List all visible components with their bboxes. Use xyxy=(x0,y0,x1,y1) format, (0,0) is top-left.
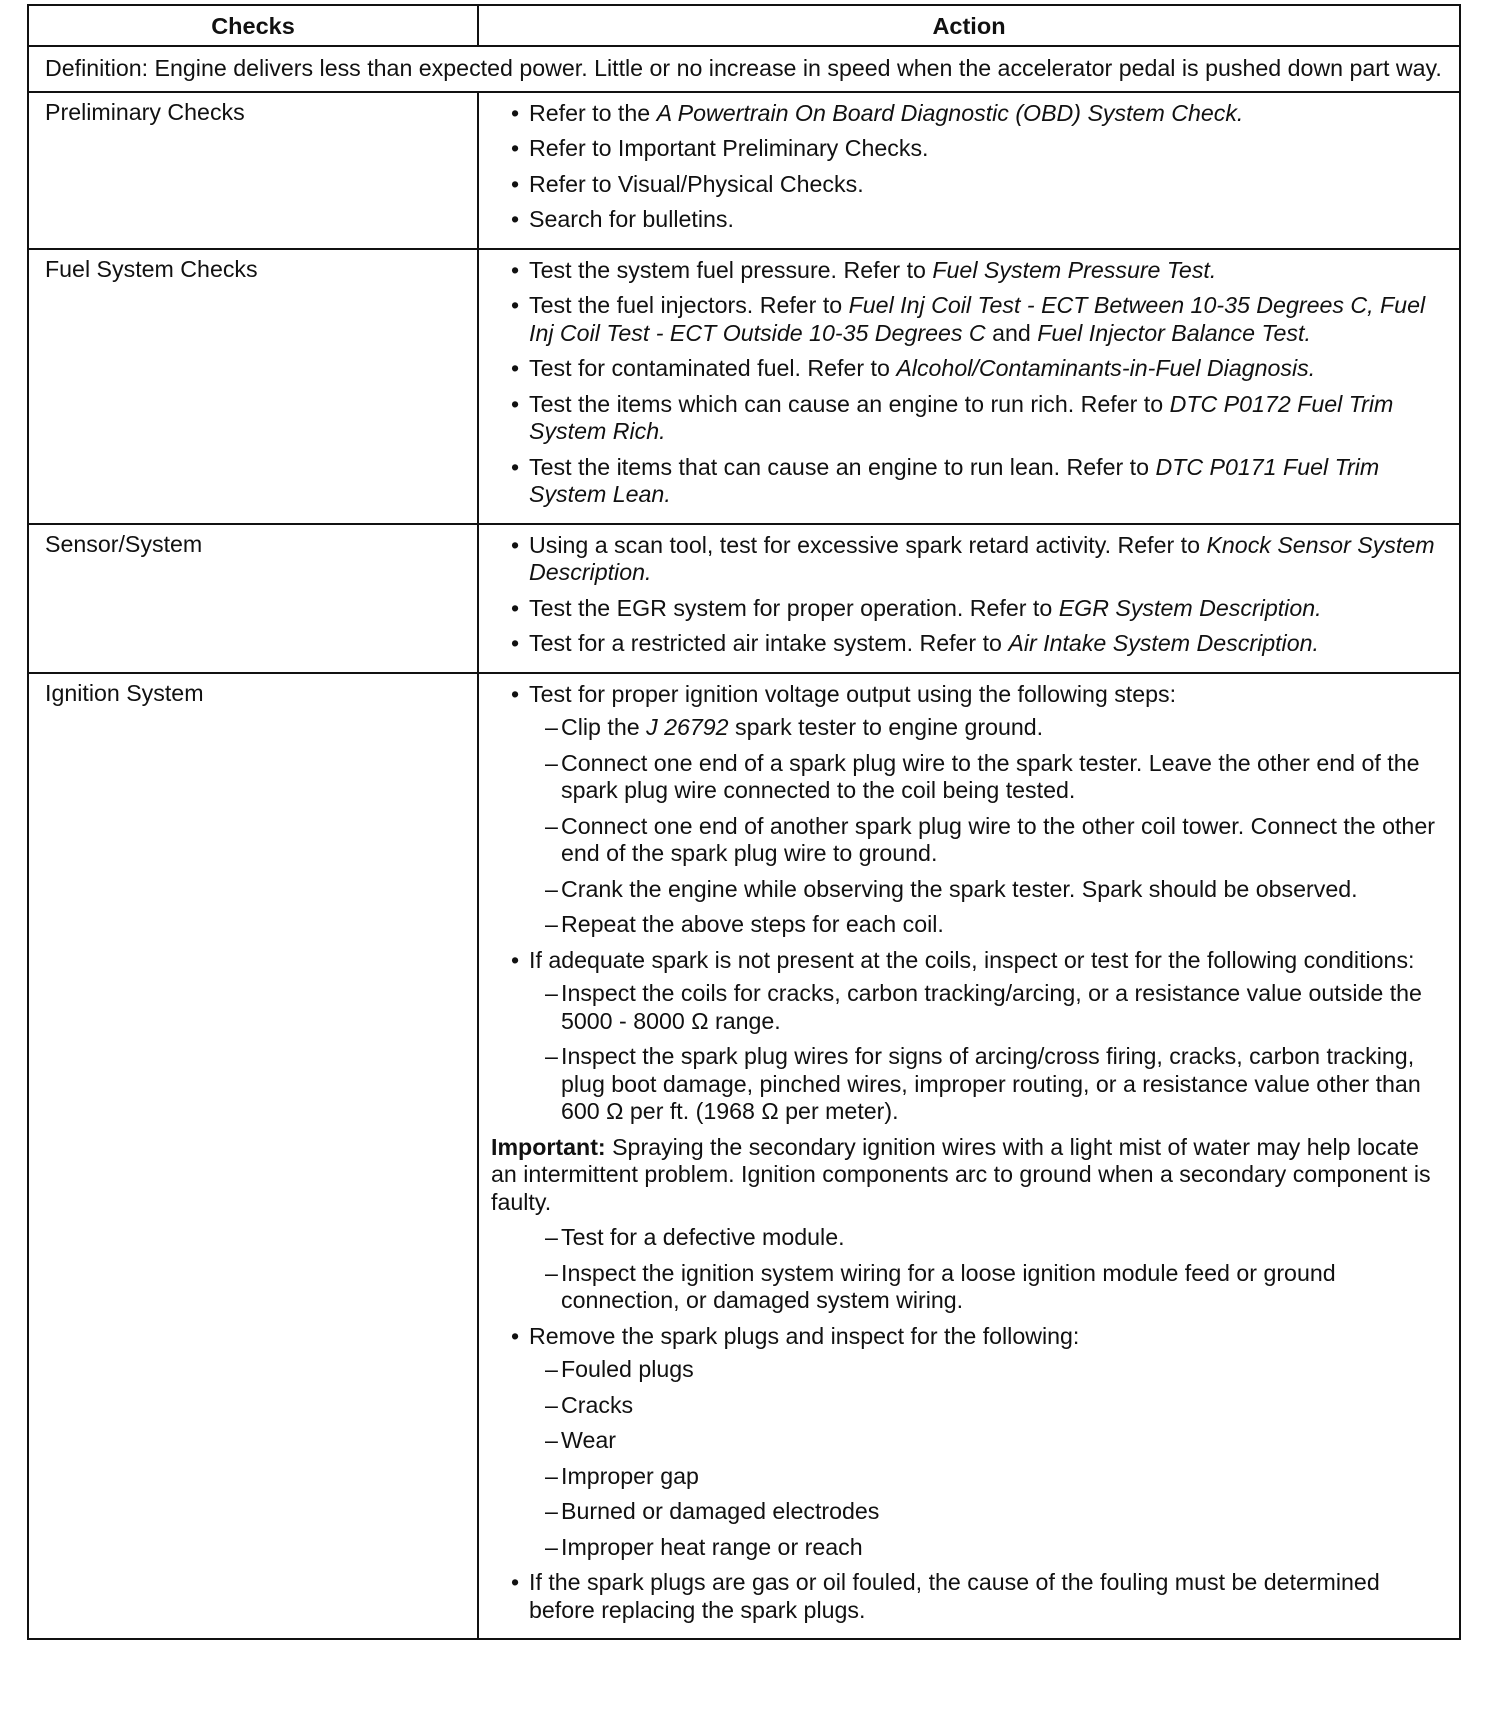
table-row-sensor-system xyxy=(28,524,1460,673)
list-item: • Refer to Visual/Physical Checks. xyxy=(491,171,1451,199)
reference-link: DTC P0172 Fuel Trim System Rich. xyxy=(529,390,1394,444)
list-item: – Burned or damaged electrodes xyxy=(529,1498,1451,1526)
table-row-preliminary-checks xyxy=(28,92,1460,249)
action-text: Test the system fuel pressure. Refer to xyxy=(529,256,933,283)
reference-link: Fuel System Pressure Test. xyxy=(932,256,1217,283)
list-item: – Connect one end of another spark plug wire to the other coil tower. Connect the other end of the spark plug wire to ground. xyxy=(529,813,1451,868)
list-item xyxy=(491,100,1451,128)
list-item xyxy=(491,257,1451,285)
bullet-list xyxy=(491,100,1451,234)
list-item: – Test for a defective module. xyxy=(529,1224,1451,1252)
list-item: – Connect one end of a spark plug wire to the spark tester. Leave the other end of the spark plug wire connected to the coil being tested. xyxy=(529,750,1451,805)
list-item xyxy=(491,1323,1451,1562)
bullet-list xyxy=(491,681,1451,1126)
list-item xyxy=(491,947,1451,1126)
reference-link: Knock Sensor System Description. xyxy=(529,531,1435,585)
tool-reference: J 26792 xyxy=(646,714,729,740)
action-text: Remove the spark plugs and inspect for the following: xyxy=(529,1322,1080,1349)
important-label: Important: xyxy=(491,1133,606,1160)
list-item: • If the spark plugs are gas or oil fouled, the cause of the fouling must be determined before replacing the spark plugs. xyxy=(491,1569,1451,1624)
reference-link: Alcohol/Contaminants-in-Fuel Diagnosis. xyxy=(896,355,1316,381)
actions-sensor-system xyxy=(478,524,1460,673)
dash-list xyxy=(529,1224,1451,1315)
reference-link: Air Intake System Description. xyxy=(1008,630,1319,656)
action-text: Test the items which can cause an engine to run rich. Refer to xyxy=(529,390,1170,417)
important-text: Spraying the secondary ignition wires with a light mist of water may help locate an intermittent problem. Ignition components arc to ground when a secondary component is faulty. xyxy=(491,1133,1431,1215)
important-note xyxy=(491,1134,1451,1217)
list-item: • Refer to Important Preliminary Checks. xyxy=(491,135,1451,163)
table-header-row xyxy=(28,5,1460,46)
table-row-fuel-system-checks xyxy=(28,249,1460,524)
list-item: – Fouled plugs xyxy=(529,1356,1451,1384)
list-item: – Improper heat range or reach xyxy=(529,1534,1451,1562)
list-item: – Crank the engine while observing the spark tester. Spark should be observed. xyxy=(529,876,1451,904)
dash-list xyxy=(529,980,1451,1126)
action-text: Test for a restricted air intake system. Refer to xyxy=(529,630,1009,656)
dash-list xyxy=(529,714,1451,939)
action-text: Test the fuel injectors. Refer to xyxy=(529,292,849,318)
table-row-ignition-system xyxy=(28,673,1460,1640)
definition-row xyxy=(28,46,1460,92)
list-item: – Repeat the above steps for each coil. xyxy=(529,911,1451,939)
list-item: – Inspect the coils for cracks, carbon tracking/arcing, or a resistance value outside the 5000 - 8000 Ω range. xyxy=(529,980,1451,1035)
list-item: – Inspect the ignition system wiring for a loose ignition module feed or ground connection, or damaged system wiring. xyxy=(529,1260,1451,1315)
list-item xyxy=(491,391,1451,446)
action-text: Refer to the xyxy=(529,99,657,126)
list-item xyxy=(491,355,1451,383)
action-text: and xyxy=(985,319,1038,346)
list-item xyxy=(491,532,1451,587)
actions-preliminary xyxy=(478,92,1460,249)
action-column-header: Action xyxy=(478,5,1460,46)
list-item xyxy=(529,714,1451,742)
definition-text: Definition: Engine delivers less than expected power. Little or no increase in speed when the accelerator pedal is pushed down part way. xyxy=(28,46,1460,92)
reference-link: Fuel Injector Balance Test. xyxy=(1037,319,1311,346)
check-label-ignition-system: Ignition System xyxy=(28,673,478,1640)
checks-column-header: Checks xyxy=(28,5,478,46)
list-item xyxy=(491,292,1451,347)
list-item xyxy=(491,681,1451,939)
actions-ignition-system xyxy=(478,673,1460,1640)
action-text: Test for proper ignition voltage output using the following steps: xyxy=(529,680,1177,707)
actions-fuel-system xyxy=(478,249,1460,524)
list-item xyxy=(491,595,1451,623)
check-label-fuel-system: Fuel System Checks xyxy=(28,249,478,524)
bullet-list xyxy=(491,532,1451,658)
list-item xyxy=(491,454,1451,509)
check-label-preliminary: Preliminary Checks xyxy=(28,92,478,249)
reference-link: Fuel Inj Coil Test - ECT Between 10-35 Degrees C, Fuel Inj Coil Test - ECT Outside 10-35 Degrees C xyxy=(529,292,1426,346)
action-text: spark tester to engine ground. xyxy=(728,714,1044,740)
diagnostic-table-sheet xyxy=(27,4,1459,1640)
action-text: Test the EGR system for proper operation. Refer to xyxy=(529,594,1059,621)
list-item: – Wear xyxy=(529,1427,1451,1455)
check-label-sensor-system: Sensor/System xyxy=(28,524,478,673)
reference-link: DTC P0171 Fuel Trim System Lean. xyxy=(529,453,1380,507)
action-text: If adequate spark is not present at the coils, inspect or test for the following conditions: xyxy=(529,946,1415,973)
list-item: • Search for bulletins. xyxy=(491,206,1451,234)
action-text: Clip the xyxy=(561,714,647,740)
dash-list xyxy=(529,1356,1451,1561)
action-text: Test for contaminated fuel. Refer to xyxy=(529,355,897,381)
list-item: – Improper gap xyxy=(529,1463,1451,1491)
bullet-list xyxy=(491,257,1451,509)
list-item: – Inspect the spark plug wires for signs of arcing/cross firing, cracks, carbon tracking, plug boot damage, pinched wires, improper routing, or a resistance value other than 600 Ω per ft. (1968 Ω per meter). xyxy=(529,1043,1451,1126)
reference-link: EGR System Description. xyxy=(1058,594,1322,621)
diagnostic-table xyxy=(27,4,1461,1640)
bullet-list xyxy=(491,1323,1451,1625)
list-item: – Cracks xyxy=(529,1392,1451,1420)
list-item xyxy=(491,630,1451,658)
action-text: Test the items that can cause an engine to run lean. Refer to xyxy=(529,453,1156,480)
reference-link: A Powertrain On Board Diagnostic (OBD) System Check. xyxy=(656,99,1244,126)
action-text: Using a scan tool, test for excessive spark retard activity. Refer to xyxy=(529,531,1207,558)
